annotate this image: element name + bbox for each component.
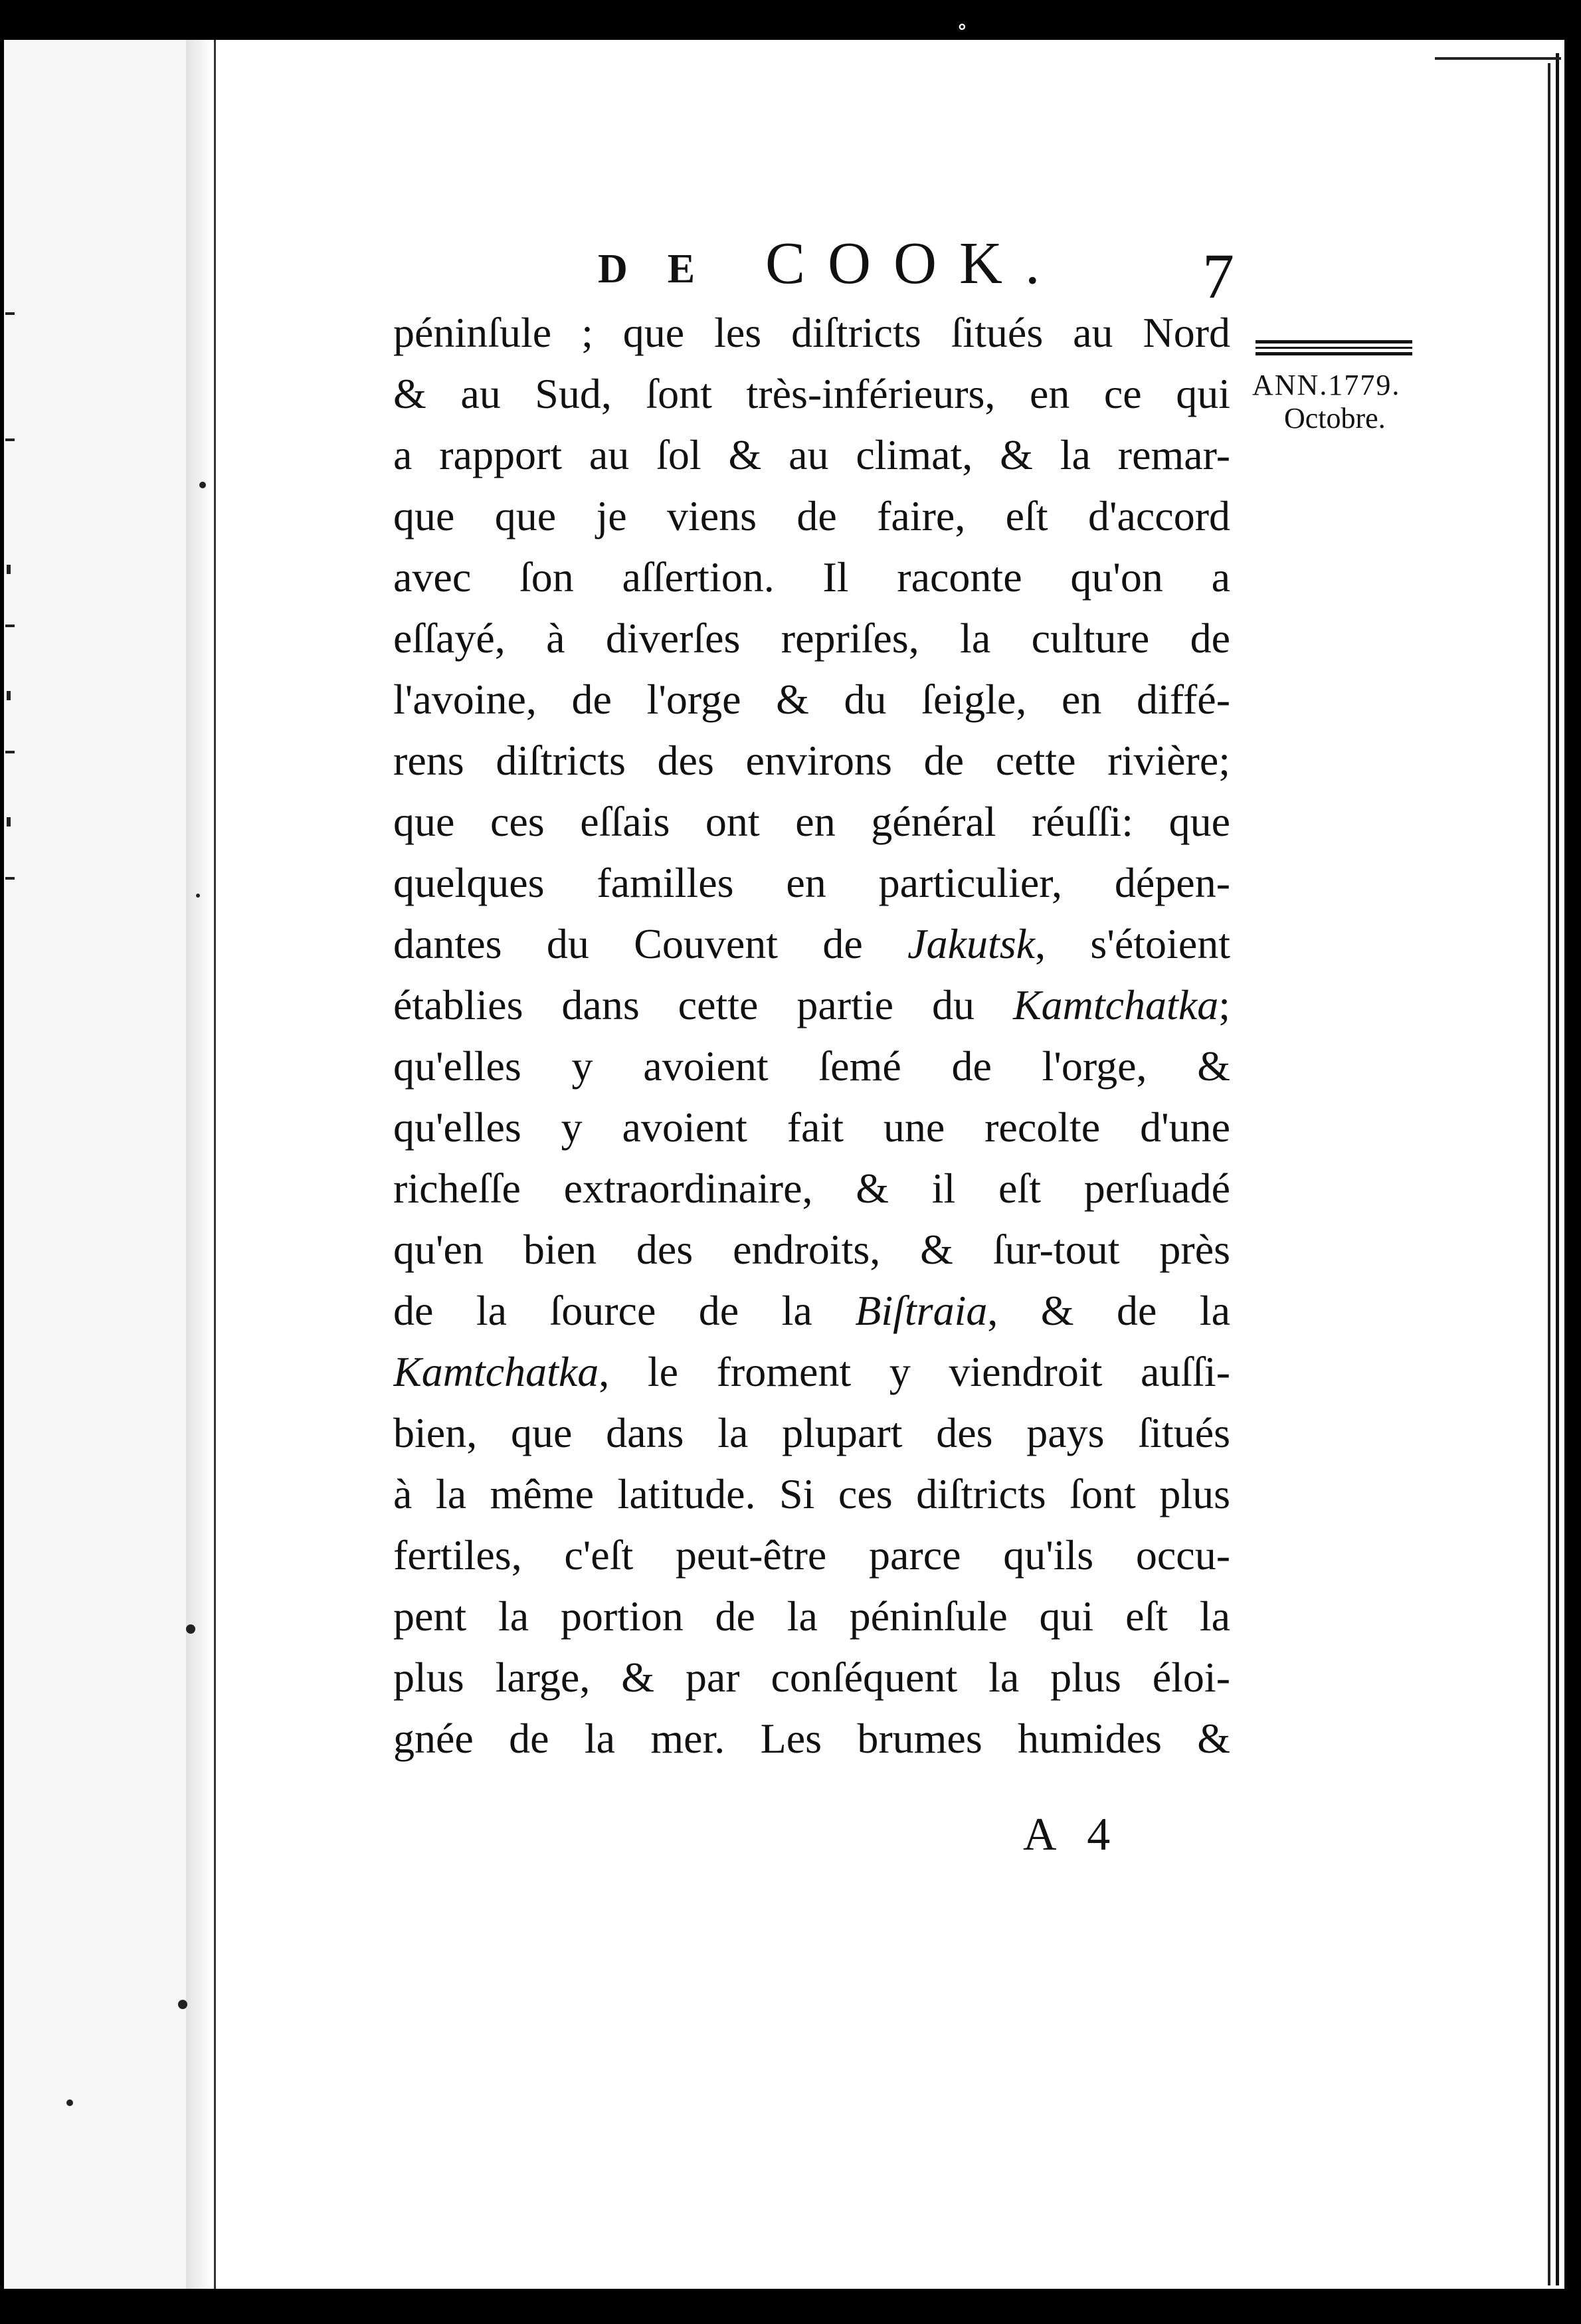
text-line <box>393 669 1230 730</box>
italic-name: Jakutsk <box>907 920 1036 967</box>
text-line <box>393 608 1230 669</box>
running-head <box>598 229 1262 309</box>
margin-mark <box>7 817 11 826</box>
text-line <box>393 1097 1230 1158</box>
text-segment: qu'elles y avoient fait une recolte d'une <box>393 1104 1230 1151</box>
scan-mark: ∘ <box>957 15 968 39</box>
binding-mark <box>199 482 206 488</box>
text-line <box>393 1341 1230 1403</box>
text-segment: , & de la <box>987 1287 1230 1334</box>
text-line <box>393 975 1230 1036</box>
page-edge-right <box>1548 63 1550 2285</box>
binding-mark <box>196 894 200 898</box>
italic-name: Kamtchatka <box>1012 981 1219 1028</box>
margin-note-month: Octobre. <box>1284 402 1386 435</box>
binding-mark <box>186 1624 195 1634</box>
text-segment: , s'étoient <box>1035 920 1230 967</box>
text-line <box>393 1280 1230 1341</box>
text-line <box>393 425 1230 486</box>
text-line <box>393 1403 1230 1464</box>
text-segment: pent la portion de la péninſule qui eſt la <box>393 1593 1230 1640</box>
edge-rule <box>1435 57 1561 60</box>
text-segment: péninſule ; que les diſtricts ſitués au Nord <box>393 309 1230 356</box>
text-segment: dantes du Couvent de <box>393 920 908 967</box>
margin-rule <box>1256 340 1412 343</box>
text-segment: qu'elles y avoient ſemé de l'orge, & <box>393 1042 1230 1090</box>
text-segment: à la même latitude. Si ces diſtricts ſont plus <box>393 1470 1230 1517</box>
text-line <box>393 547 1230 608</box>
text-line <box>393 1036 1230 1097</box>
margin-note <box>1252 369 1425 435</box>
text-line <box>393 1219 1230 1280</box>
text-line <box>393 1158 1230 1219</box>
text-segment: rens diſtricts des environs de cette rivière; <box>393 737 1230 784</box>
text-segment: plus large, & par conſéquent la plus éloi- <box>393 1654 1230 1701</box>
text-segment: que ces eſſais ont en général réuſſi: que <box>393 798 1230 845</box>
page-number: 7 <box>1202 241 1234 312</box>
text-segment: richeſſe extraordinaire, & il eſt perſuadé <box>393 1165 1230 1212</box>
text-segment: eſſayé, à diverſes repriſes, la culture de <box>393 615 1230 662</box>
margin-rule <box>1256 347 1412 349</box>
margin-mark <box>5 312 15 315</box>
scan-border-bottom <box>0 2289 1581 2324</box>
text-segment: que que je viens de faire, eſt d'accord <box>393 492 1230 539</box>
binding-gutter <box>186 40 213 2289</box>
text-segment: quelques familles en particulier, dépen- <box>393 859 1230 906</box>
text-line <box>393 1525 1230 1586</box>
binding-mark <box>178 2000 187 2009</box>
margin-mark <box>5 438 15 441</box>
margin-mark <box>5 751 15 753</box>
margin-rule <box>1256 352 1412 355</box>
text-segment: , le froment y viendroit auſſi- <box>599 1348 1230 1395</box>
text-line <box>393 852 1230 914</box>
text-line <box>393 1647 1230 1708</box>
scan-border-right <box>1564 0 1581 2324</box>
previous-page-edge <box>4 40 195 2289</box>
margin-mark <box>7 565 11 574</box>
text-line <box>393 1708 1230 1769</box>
text-segment: ; <box>1218 981 1230 1028</box>
running-head-title: COOK. <box>765 231 1063 296</box>
text-line <box>393 486 1230 547</box>
signature-mark: A 4 <box>1023 1809 1121 1860</box>
italic-name: Kamtchatka <box>393 1348 599 1395</box>
text-line <box>393 302 1230 363</box>
margin-note-year: ANN.1779. <box>1252 369 1401 401</box>
scan-border-top <box>0 0 1581 40</box>
margin-mark <box>5 625 15 627</box>
text-line <box>393 1464 1230 1525</box>
text-segment: & au Sud, ſont très-inférieurs, en ce qui <box>393 370 1230 417</box>
text-line <box>393 730 1230 791</box>
margin-mark <box>7 691 11 700</box>
text-segment: bien, que dans la plupart des pays ſitués <box>393 1409 1230 1456</box>
text-line <box>393 1586 1230 1647</box>
text-segment: fertiles, c'eſt peut-être parce qu'ils occu- <box>393 1531 1230 1579</box>
margin-mark <box>5 877 15 880</box>
text-line <box>393 363 1230 425</box>
running-head-prefix: DE <box>598 246 735 292</box>
page-fold-line <box>214 40 216 2289</box>
binding-mark <box>66 2099 73 2106</box>
text-line <box>393 914 1230 975</box>
text-segment: de la ſource de la <box>393 1287 856 1334</box>
text-segment: a rapport au ſol & au climat, & la remar- <box>393 431 1230 478</box>
body-text <box>393 302 1230 1769</box>
text-segment: l'avoine, de l'orge & du ſeigle, en diffé- <box>393 676 1230 723</box>
page-edge-right-outer <box>1556 53 1559 2285</box>
text-segment: gnée de la mer. Les brumes humides & <box>393 1715 1230 1762</box>
text-segment: établies dans cette partie du <box>393 981 1013 1028</box>
text-segment: avec ſon aſſertion. Il raconte qu'on a <box>393 553 1230 601</box>
text-line <box>393 791 1230 852</box>
text-segment: qu'en bien des endroits, & ſur-tout près <box>393 1226 1230 1273</box>
italic-name: Biſtraia <box>855 1287 988 1334</box>
